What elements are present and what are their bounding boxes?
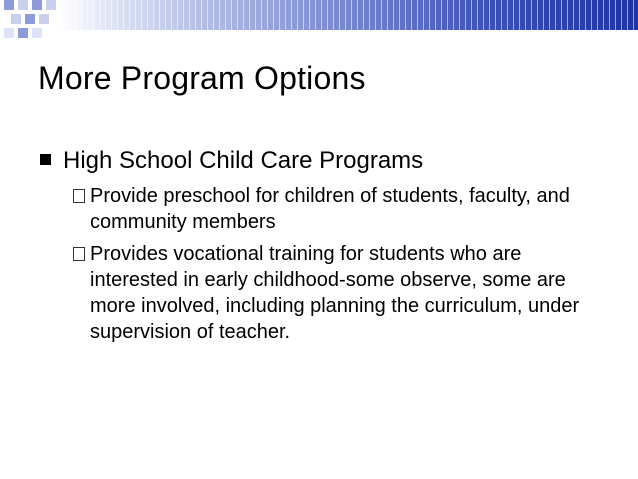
sub-bullet-text: Provide preschool for children of students, faculty, and community members <box>90 185 570 233</box>
filled-square-icon <box>40 154 51 165</box>
bullet-item <box>40 146 620 176</box>
hollow-square-icon <box>73 189 85 203</box>
sub-bullet-item <box>70 241 610 345</box>
slide-title: More Program Options <box>38 60 366 96</box>
sub-bullet-item <box>70 183 610 235</box>
bullet-text: High School Child Care Programs <box>63 147 424 174</box>
checker-decoration <box>0 0 62 46</box>
sub-bullet-list <box>70 183 610 345</box>
header-gradient-bar <box>58 0 638 30</box>
sub-bullet-text: Provides vocational training for students who are interested in early childhood-some observe, some are more involved, including planning the curriculum, under supervision of teacher. <box>90 243 580 343</box>
hollow-square-icon <box>73 247 85 261</box>
